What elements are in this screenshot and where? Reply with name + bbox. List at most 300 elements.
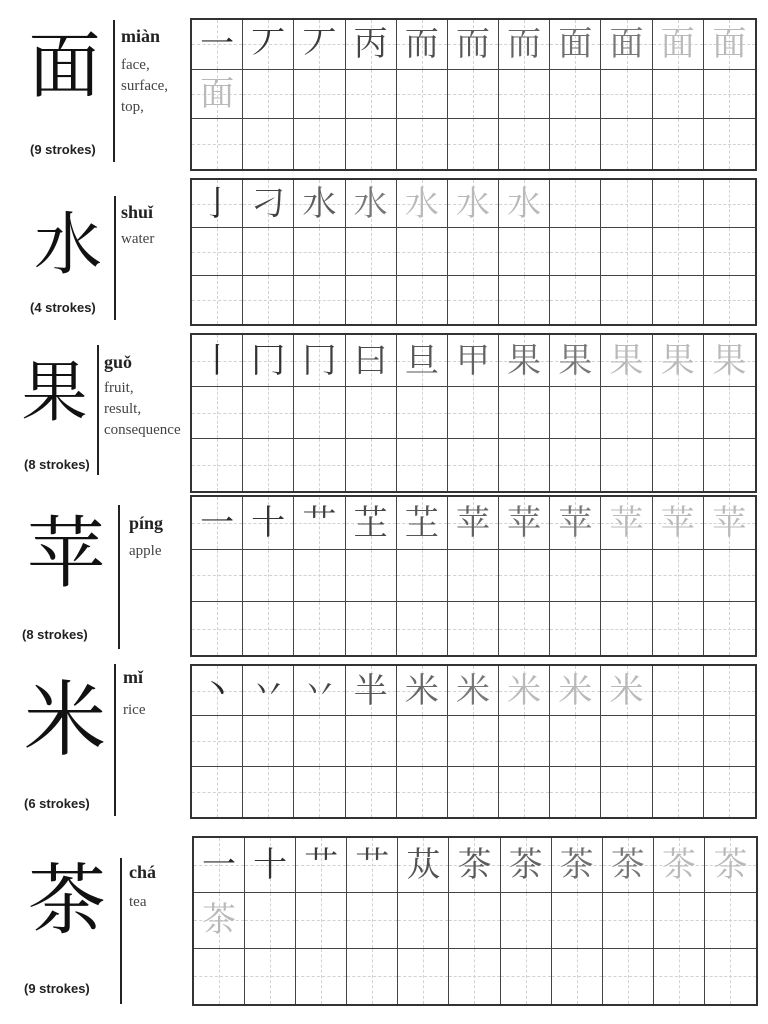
stroke-step: 丆	[302, 24, 337, 65]
practice-cell[interactable]	[654, 838, 705, 893]
trace-character: 果	[712, 340, 747, 381]
practice-cell[interactable]	[704, 180, 755, 228]
practice-cell[interactable]	[601, 276, 652, 324]
meaning-line: face,	[121, 57, 150, 73]
stroke-step: 而	[507, 24, 542, 65]
practice-cell[interactable]	[243, 716, 294, 766]
meaning-line: consequence	[104, 422, 181, 438]
practice-cell[interactable]	[448, 180, 499, 228]
practice-cell[interactable]	[449, 838, 500, 893]
practice-cell[interactable]	[192, 387, 243, 439]
practice-cell[interactable]	[245, 949, 296, 1004]
trace-character: 米	[507, 670, 542, 711]
practice-cell[interactable]	[346, 550, 397, 603]
practice-cell[interactable]	[346, 180, 397, 228]
practice-cell[interactable]	[192, 602, 243, 655]
stroke-step: 苁	[406, 845, 441, 886]
practice-cell[interactable]	[448, 119, 499, 169]
practice-cell[interactable]	[398, 838, 449, 893]
practice-cell[interactable]	[294, 602, 345, 655]
practice-cell[interactable]	[653, 119, 704, 169]
practice-cell[interactable]	[601, 666, 652, 716]
practice-cell[interactable]	[347, 893, 398, 948]
practice-cell[interactable]	[397, 439, 448, 491]
meaning-line: result,	[104, 401, 142, 417]
practice-cell[interactable]	[499, 119, 550, 169]
stroke-step: 丷	[302, 670, 337, 711]
practice-cell[interactable]	[448, 70, 499, 120]
practice-cell[interactable]	[397, 20, 448, 70]
meanings	[129, 541, 161, 562]
stroke-count: (6 strokes)	[24, 796, 90, 811]
practice-cell[interactable]	[601, 20, 652, 70]
trace-character: 茶	[202, 900, 237, 941]
practice-cell[interactable]	[601, 767, 652, 817]
practice-cell[interactable]	[704, 119, 755, 169]
pinyin: mǐ	[123, 667, 143, 687]
practice-cell[interactable]	[194, 949, 245, 1004]
practice-cell[interactable]	[448, 767, 499, 817]
practice-cell[interactable]	[499, 439, 550, 491]
practice-cell[interactable]	[294, 439, 345, 491]
practice-cell[interactable]	[346, 20, 397, 70]
stroke-step: 苹	[507, 502, 542, 543]
practice-cell[interactable]	[397, 716, 448, 766]
practice-cell[interactable]	[601, 70, 652, 120]
practice-cell[interactable]	[294, 119, 345, 169]
trace-character: 米	[609, 670, 644, 711]
practice-cell[interactable]	[243, 276, 294, 324]
pinyin: shuǐ	[121, 202, 154, 222]
stroke-step: 米	[404, 670, 439, 711]
stroke-step: 茶	[559, 845, 594, 886]
practice-cell[interactable]	[294, 228, 345, 276]
stroke-step: 丙	[353, 24, 388, 65]
stroke-step: 艹	[302, 502, 337, 543]
practice-grid	[190, 178, 757, 326]
stroke-step: 冂	[251, 340, 286, 381]
practice-cell[interactable]	[704, 335, 755, 387]
practice-cell[interactable]	[704, 497, 755, 550]
practice-cell[interactable]	[347, 949, 398, 1004]
stroke-step: 茶	[508, 845, 543, 886]
practice-cell[interactable]	[552, 893, 603, 948]
practice-cell[interactable]	[601, 602, 652, 655]
practice-cell[interactable]	[601, 180, 652, 228]
practice-cell[interactable]	[398, 949, 449, 1004]
trace-character: 面	[660, 24, 695, 65]
divider-line	[97, 345, 99, 475]
stroke-step: 而	[404, 24, 439, 65]
pinyin: guǒ	[104, 352, 133, 372]
practice-cell[interactable]	[653, 387, 704, 439]
practice-cell[interactable]	[243, 335, 294, 387]
practice-cell[interactable]	[294, 180, 345, 228]
practice-cell[interactable]	[653, 180, 704, 228]
pinyin: miàn	[121, 26, 161, 46]
practice-cell[interactable]	[192, 20, 243, 70]
practice-cell[interactable]	[294, 20, 345, 70]
practice-cell[interactable]	[704, 439, 755, 491]
practice-cell[interactable]	[448, 602, 499, 655]
practice-cell[interactable]	[501, 838, 552, 893]
stroke-count: (9 strokes)	[30, 142, 96, 157]
practice-cell[interactable]	[243, 550, 294, 603]
practice-cell[interactable]	[654, 893, 705, 948]
practice-cell[interactable]	[550, 276, 601, 324]
practice-cell[interactable]	[346, 70, 397, 120]
meanings	[129, 892, 146, 913]
model-character: 水	[33, 206, 102, 285]
practice-cell[interactable]	[449, 949, 500, 1004]
practice-cell[interactable]	[346, 276, 397, 324]
meaning-line: surface,	[121, 78, 169, 94]
practice-cell[interactable]	[294, 767, 345, 817]
practice-grid	[190, 664, 757, 819]
meaning-line: tea	[129, 894, 147, 910]
model-character: 果	[21, 354, 88, 431]
practice-cell[interactable]	[448, 550, 499, 603]
practice-cell[interactable]	[346, 716, 397, 766]
practice-cell[interactable]	[397, 276, 448, 324]
practice-cell[interactable]	[704, 767, 755, 817]
trace-character: 面	[712, 24, 747, 65]
practice-cell[interactable]	[192, 767, 243, 817]
meaning-line: water	[121, 231, 155, 247]
stroke-step: 米	[455, 670, 490, 711]
practice-cell[interactable]	[192, 180, 243, 228]
practice-cell[interactable]	[294, 716, 345, 766]
divider-line	[118, 505, 120, 649]
stroke-step: 冂	[302, 340, 337, 381]
trace-character: 苹	[609, 502, 644, 543]
stroke-step: 芏	[353, 502, 388, 543]
practice-cell[interactable]	[499, 276, 550, 324]
stroke-step: 面	[609, 24, 644, 65]
practice-cell[interactable]	[398, 893, 449, 948]
practice-cell[interactable]	[550, 439, 601, 491]
practice-cell[interactable]	[603, 893, 654, 948]
practice-cell[interactable]	[397, 335, 448, 387]
trace-character: 苹	[660, 502, 695, 543]
practice-grid	[190, 333, 757, 493]
practice-cell[interactable]	[194, 838, 245, 893]
practice-cell[interactable]	[243, 439, 294, 491]
practice-cell[interactable]	[550, 666, 601, 716]
practice-cell[interactable]	[192, 439, 243, 491]
stroke-step: 丨	[200, 340, 235, 381]
meaning-line: fruit,	[104, 380, 134, 396]
practice-cell[interactable]	[397, 119, 448, 169]
practice-cell[interactable]	[705, 893, 756, 948]
practice-cell[interactable]	[550, 180, 601, 228]
practice-cell[interactable]	[192, 70, 243, 120]
stroke-step: 一	[200, 24, 235, 65]
practice-cell[interactable]	[550, 497, 601, 550]
practice-cell[interactable]	[346, 228, 397, 276]
practice-cell[interactable]	[550, 335, 601, 387]
practice-cell[interactable]	[550, 70, 601, 120]
practice-cell[interactable]	[603, 949, 654, 1004]
model-character: 苹	[26, 509, 105, 599]
practice-cell[interactable]	[499, 335, 550, 387]
practice-cell[interactable]	[294, 70, 345, 120]
trace-character: 面	[200, 73, 235, 114]
practice-cell[interactable]	[346, 767, 397, 817]
stroke-step: 丆	[251, 24, 286, 65]
trace-character: 茶	[661, 845, 696, 886]
practice-cell[interactable]	[192, 276, 243, 324]
practice-cell[interactable]	[296, 838, 347, 893]
practice-cell[interactable]	[550, 716, 601, 766]
practice-cell[interactable]	[499, 228, 550, 276]
practice-cell[interactable]	[448, 276, 499, 324]
practice-cell[interactable]	[653, 439, 704, 491]
practice-cell[interactable]	[192, 228, 243, 276]
practice-cell[interactable]	[704, 666, 755, 716]
practice-cell[interactable]	[296, 949, 347, 1004]
practice-cell[interactable]	[499, 666, 550, 716]
practice-cell[interactable]	[603, 838, 654, 893]
practice-cell[interactable]	[448, 439, 499, 491]
practice-cell[interactable]	[192, 335, 243, 387]
practice-cell[interactable]	[601, 550, 652, 603]
practice-cell[interactable]	[192, 550, 243, 603]
practice-cell[interactable]	[243, 119, 294, 169]
practice-cell[interactable]	[243, 180, 294, 228]
practice-cell[interactable]	[499, 602, 550, 655]
practice-cell[interactable]	[245, 893, 296, 948]
practice-cell[interactable]	[346, 335, 397, 387]
divider-line	[114, 196, 116, 320]
practice-cell[interactable]	[192, 666, 243, 716]
practice-cell[interactable]	[397, 180, 448, 228]
practice-cell[interactable]	[704, 276, 755, 324]
practice-cell[interactable]	[499, 180, 550, 228]
practice-cell[interactable]	[550, 387, 601, 439]
meaning-line: rice	[123, 702, 146, 718]
practice-cell[interactable]	[601, 439, 652, 491]
practice-cell[interactable]	[397, 550, 448, 603]
practice-cell[interactable]	[243, 497, 294, 550]
practice-cell[interactable]	[448, 716, 499, 766]
divider-line	[114, 664, 116, 816]
practice-cell[interactable]	[704, 228, 755, 276]
practice-cell[interactable]	[705, 949, 756, 1004]
practice-cell[interactable]	[501, 893, 552, 948]
practice-cell[interactable]	[346, 387, 397, 439]
practice-cell[interactable]	[550, 550, 601, 603]
meaning-line: apple	[129, 543, 162, 559]
practice-cell[interactable]	[294, 335, 345, 387]
practice-cell[interactable]	[653, 716, 704, 766]
trace-character: 水	[507, 183, 542, 224]
stroke-step: 十	[253, 845, 288, 886]
stroke-step: 亅	[200, 183, 235, 224]
meanings	[123, 700, 145, 721]
practice-cell[interactable]	[397, 666, 448, 716]
practice-cell[interactable]	[448, 497, 499, 550]
pinyin: chá	[129, 862, 156, 882]
practice-cell[interactable]	[294, 497, 345, 550]
stroke-step: 水	[353, 183, 388, 224]
stroke-count: (8 strokes)	[24, 457, 90, 472]
practice-cell[interactable]	[243, 767, 294, 817]
practice-grid	[190, 18, 757, 171]
practice-cell[interactable]	[550, 119, 601, 169]
practice-cell[interactable]	[704, 387, 755, 439]
stroke-count: (4 strokes)	[30, 300, 96, 315]
stroke-step: 水	[302, 183, 337, 224]
practice-cell[interactable]	[294, 666, 345, 716]
stroke-count: (8 strokes)	[22, 627, 88, 642]
practice-cell[interactable]	[346, 119, 397, 169]
practice-cell[interactable]	[653, 20, 704, 70]
divider-line	[120, 858, 122, 1004]
practice-cell[interactable]	[550, 767, 601, 817]
practice-cell[interactable]	[499, 550, 550, 603]
practice-cell[interactable]	[704, 602, 755, 655]
practice-cell[interactable]	[192, 497, 243, 550]
stroke-step: 甲	[455, 340, 490, 381]
practice-cell[interactable]	[601, 716, 652, 766]
divider-line	[113, 20, 115, 162]
practice-cell[interactable]	[346, 439, 397, 491]
practice-cell[interactable]	[601, 119, 652, 169]
practice-cell[interactable]	[601, 228, 652, 276]
practice-cell[interactable]	[448, 228, 499, 276]
trace-character: 水	[404, 183, 439, 224]
practice-cell[interactable]	[194, 893, 245, 948]
practice-cell[interactable]	[601, 497, 652, 550]
practice-cell[interactable]	[499, 767, 550, 817]
practice-cell[interactable]	[654, 949, 705, 1004]
practice-cell[interactable]	[550, 20, 601, 70]
trace-character: 果	[609, 340, 644, 381]
practice-cell[interactable]	[243, 666, 294, 716]
practice-cell[interactable]	[499, 20, 550, 70]
stroke-step: 果	[507, 340, 542, 381]
practice-cell[interactable]	[499, 497, 550, 550]
stroke-step: 丶	[200, 670, 235, 711]
practice-cell[interactable]	[192, 119, 243, 169]
practice-cell[interactable]	[499, 387, 550, 439]
practice-cell[interactable]	[601, 387, 652, 439]
practice-cell[interactable]	[397, 767, 448, 817]
trace-character: 米	[558, 670, 593, 711]
practice-cell[interactable]	[653, 335, 704, 387]
stroke-step: 艹	[304, 845, 339, 886]
practice-cell[interactable]	[653, 550, 704, 603]
stroke-step: 半	[353, 670, 388, 711]
practice-cell[interactable]	[653, 497, 704, 550]
practice-cell[interactable]	[448, 387, 499, 439]
practice-cell[interactable]	[243, 70, 294, 120]
practice-cell[interactable]	[294, 387, 345, 439]
practice-cell[interactable]	[294, 276, 345, 324]
stroke-step: 苹	[558, 502, 593, 543]
practice-cell[interactable]	[397, 228, 448, 276]
practice-cell[interactable]	[550, 228, 601, 276]
practice-cell[interactable]	[243, 20, 294, 70]
practice-cell[interactable]	[243, 228, 294, 276]
model-character: 米	[23, 673, 106, 768]
practice-grid	[190, 495, 757, 657]
trace-character: 茶	[713, 845, 748, 886]
stroke-step: 果	[558, 340, 593, 381]
practice-cell[interactable]	[704, 20, 755, 70]
stroke-step: 一	[202, 845, 237, 886]
practice-cell[interactable]	[192, 716, 243, 766]
practice-cell[interactable]	[550, 602, 601, 655]
meanings	[121, 229, 154, 250]
meanings	[121, 55, 168, 118]
practice-cell[interactable]	[653, 276, 704, 324]
practice-cell[interactable]	[448, 335, 499, 387]
practice-cell[interactable]	[653, 602, 704, 655]
practice-cell[interactable]	[397, 387, 448, 439]
stroke-step: 曰	[353, 340, 388, 381]
practice-cell[interactable]	[705, 838, 756, 893]
practice-cell[interactable]	[346, 666, 397, 716]
practice-cell[interactable]	[245, 838, 296, 893]
practice-cell[interactable]	[397, 497, 448, 550]
practice-cell[interactable]	[653, 767, 704, 817]
practice-cell[interactable]	[552, 949, 603, 1004]
stroke-step: 芏	[404, 502, 439, 543]
trace-character: 水	[455, 183, 490, 224]
practice-cell[interactable]	[243, 387, 294, 439]
stroke-step: 旦	[404, 340, 439, 381]
stroke-step: 苹	[455, 502, 490, 543]
stroke-step: 丷	[251, 670, 286, 711]
practice-cell[interactable]	[448, 666, 499, 716]
trace-character: 苹	[712, 502, 747, 543]
practice-cell[interactable]	[294, 550, 345, 603]
practice-cell[interactable]	[501, 949, 552, 1004]
model-character: 面	[28, 24, 101, 108]
practice-cell[interactable]	[499, 70, 550, 120]
practice-cell[interactable]	[653, 666, 704, 716]
practice-cell[interactable]	[552, 838, 603, 893]
practice-cell[interactable]	[601, 335, 652, 387]
practice-cell[interactable]	[653, 228, 704, 276]
stroke-step: 刁	[251, 183, 286, 224]
stroke-step: 而	[455, 24, 490, 65]
practice-cell[interactable]	[243, 602, 294, 655]
practice-cell[interactable]	[346, 497, 397, 550]
practice-grid	[192, 836, 758, 1006]
stroke-step: 面	[558, 24, 593, 65]
stroke-step: 茶	[610, 845, 645, 886]
practice-cell[interactable]	[448, 20, 499, 70]
meaning-line: top,	[121, 99, 144, 115]
practice-cell[interactable]	[296, 893, 347, 948]
practice-cell[interactable]	[704, 716, 755, 766]
practice-cell[interactable]	[397, 70, 448, 120]
practice-cell[interactable]	[449, 893, 500, 948]
stroke-step: 一	[200, 502, 235, 543]
practice-cell[interactable]	[346, 602, 397, 655]
practice-cell[interactable]	[499, 716, 550, 766]
practice-cell[interactable]	[704, 550, 755, 603]
practice-cell[interactable]	[704, 70, 755, 120]
practice-cell[interactable]	[347, 838, 398, 893]
practice-cell[interactable]	[397, 602, 448, 655]
stroke-count: (9 strokes)	[24, 981, 90, 996]
stroke-step: 茶	[457, 845, 492, 886]
practice-cell[interactable]	[653, 70, 704, 120]
